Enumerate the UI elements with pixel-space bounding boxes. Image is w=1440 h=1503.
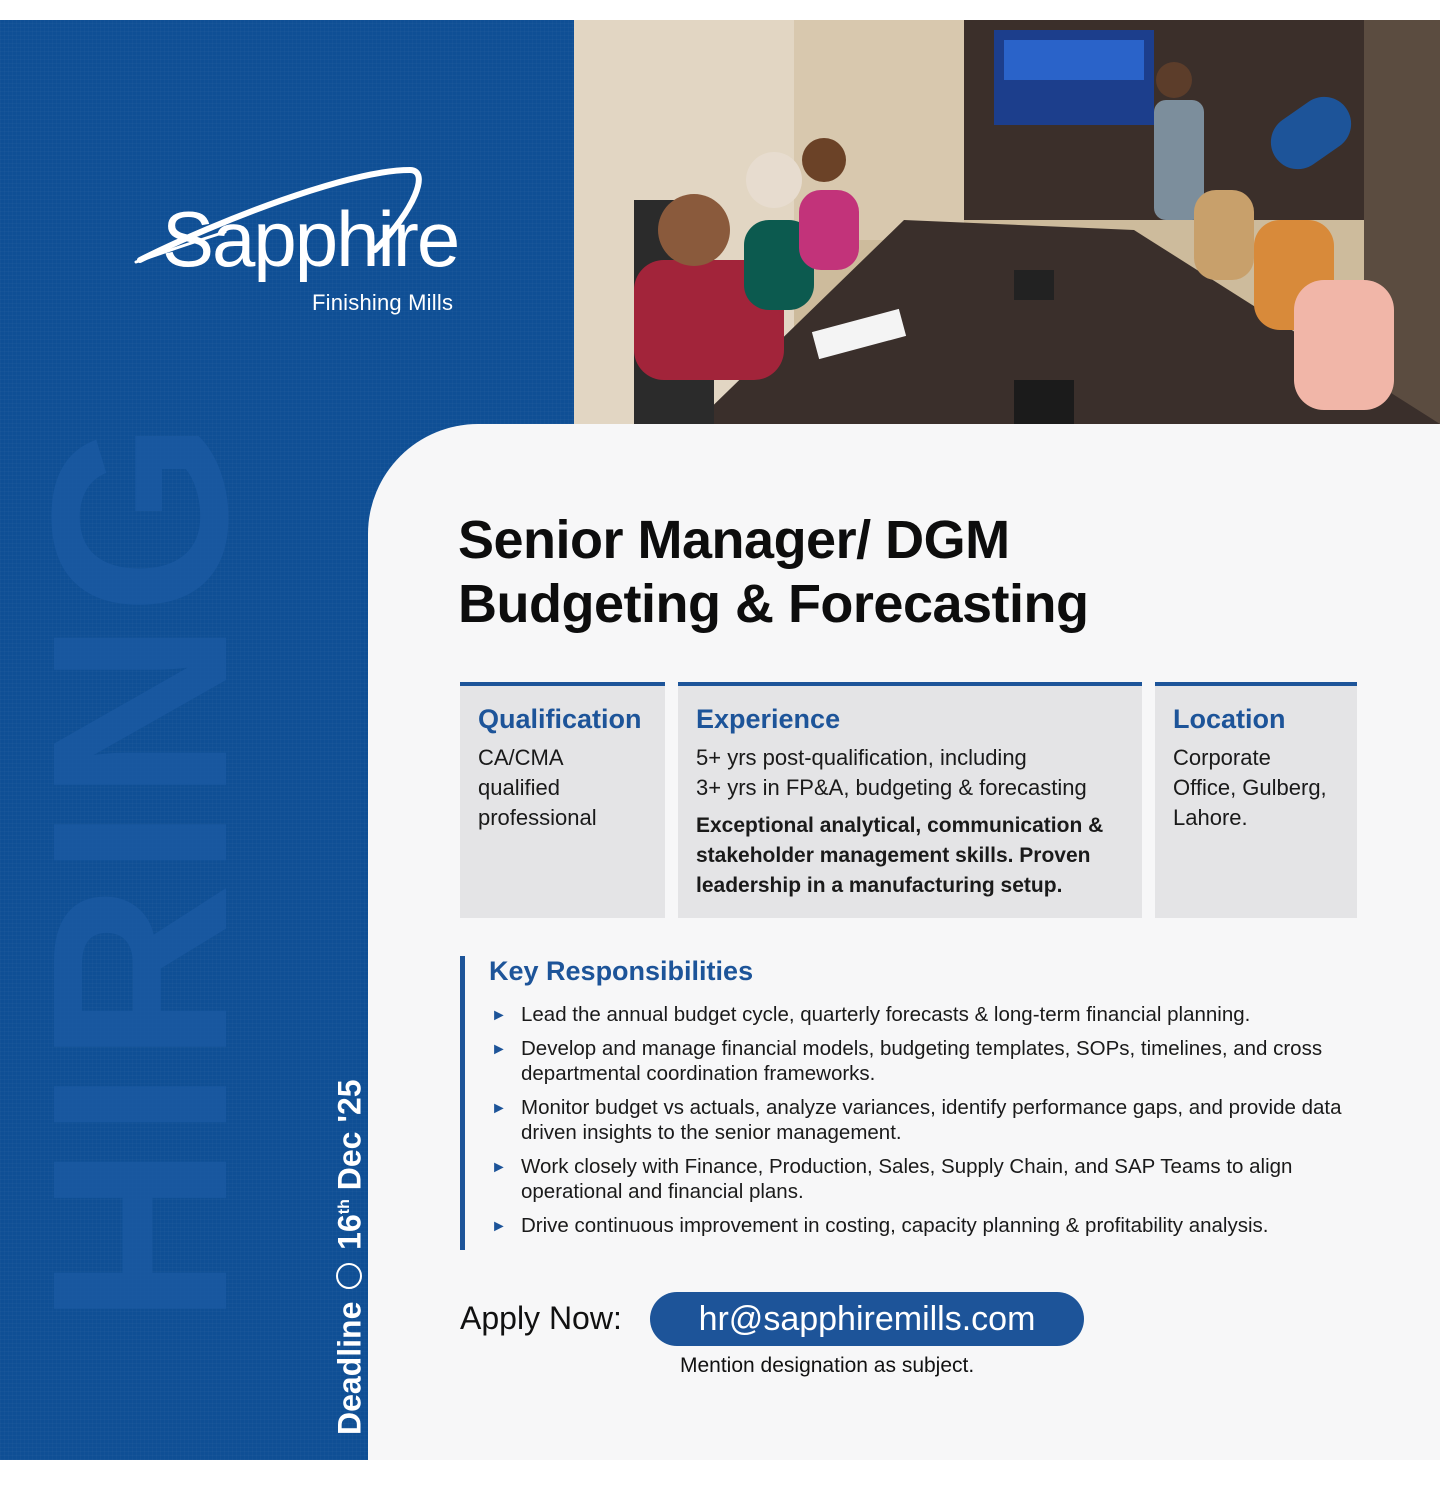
- arrow-bullet-icon: ►: [491, 1159, 507, 1176]
- deadline-day: 16: [331, 1214, 368, 1250]
- arrow-bullet-icon: ►: [491, 1041, 507, 1058]
- location-line: Lahore.: [1173, 805, 1248, 830]
- responsibility-text: Work closely with Finance, Production, Sales, Supply Chain, and SAP Teams to align operational and financial plans.: [521, 1155, 1293, 1203]
- job-title-line2: Budgeting & Forecasting: [458, 574, 1089, 634]
- deadline-day-suffix: th: [336, 1199, 353, 1215]
- arrow-bullet-icon: ►: [491, 1218, 507, 1235]
- experience-line1: 5+ yrs post-qualification, including: [696, 745, 1027, 770]
- experience-box: [678, 682, 1142, 918]
- experience-heading: Experience: [696, 704, 841, 734]
- responsibilities-heading: Key Responsibilities: [489, 956, 754, 986]
- qualification-line: CA/CMA: [478, 745, 564, 770]
- list-item: [489, 1036, 1389, 1086]
- clock-icon: [336, 1263, 362, 1289]
- apply-now-label: Apply Now:: [460, 1300, 622, 1336]
- responsibilities-list: [489, 1002, 1389, 1247]
- qualification-heading: Qualification: [478, 704, 642, 734]
- responsibility-text: Monitor budget vs actuals, analyze variances, identify performance gaps, and provide data driven insights to the senior management.: [521, 1096, 1342, 1144]
- email-link[interactable]: hr@sapphiremills.com: [650, 1292, 1084, 1346]
- meeting-room-photo: [574, 20, 1440, 424]
- logo-subtitle: Finishing Mills: [312, 290, 454, 315]
- arrow-bullet-icon: ►: [491, 1007, 507, 1024]
- location-heading: Location: [1173, 704, 1286, 734]
- qualification-box: [460, 682, 665, 918]
- meeting-photo-illustration: [574, 20, 1440, 424]
- job-title: [458, 508, 1358, 636]
- location-box: [1155, 682, 1357, 918]
- logo-wordmark: Sapphire: [162, 195, 459, 283]
- arrow-bullet-icon: ►: [491, 1100, 507, 1117]
- location-line: Corporate: [1173, 745, 1271, 770]
- hiring-watermark: HIRING: [0, 414, 279, 1326]
- list-item: [489, 1154, 1389, 1204]
- sapphire-logo: [130, 140, 470, 330]
- experience-skills: Exceptional analytical, communication & stakeholder management skills. Proven leadership in a manufacturing setup.: [696, 814, 1104, 897]
- email-subject-note: Mention designation as subject.: [680, 1354, 975, 1377]
- job-title-line1: Senior Manager/ DGM: [458, 510, 1010, 570]
- experience-line2: 3+ yrs in FP&A, budgeting & forecasting: [696, 775, 1087, 800]
- list-item: [489, 1095, 1389, 1145]
- location-line: Office, Gulberg,: [1173, 775, 1327, 800]
- hiring-poster: [0, 20, 1440, 1460]
- responsibility-text: Drive continuous improvement in costing, capacity planning & profitability analysis.: [521, 1214, 1269, 1237]
- responsibility-text: Lead the annual budget cycle, quarterly forecasts & long-term financial planning.: [521, 1003, 1251, 1026]
- responsibility-text: Develop and manage financial models, budgeting templates, SOPs, timelines, and cross departmental coordination frameworks.: [521, 1037, 1323, 1085]
- key-responsibilities: [460, 956, 1405, 1250]
- deadline-label: [325, 1079, 368, 1435]
- list-item: [489, 1002, 1389, 1027]
- qualification-line: qualified: [478, 775, 560, 800]
- qualification-line: professional: [478, 805, 597, 830]
- list-item: [489, 1213, 1389, 1238]
- deadline-prefix: Deadline: [331, 1301, 368, 1435]
- deadline-month-year: Dec '25: [331, 1079, 368, 1191]
